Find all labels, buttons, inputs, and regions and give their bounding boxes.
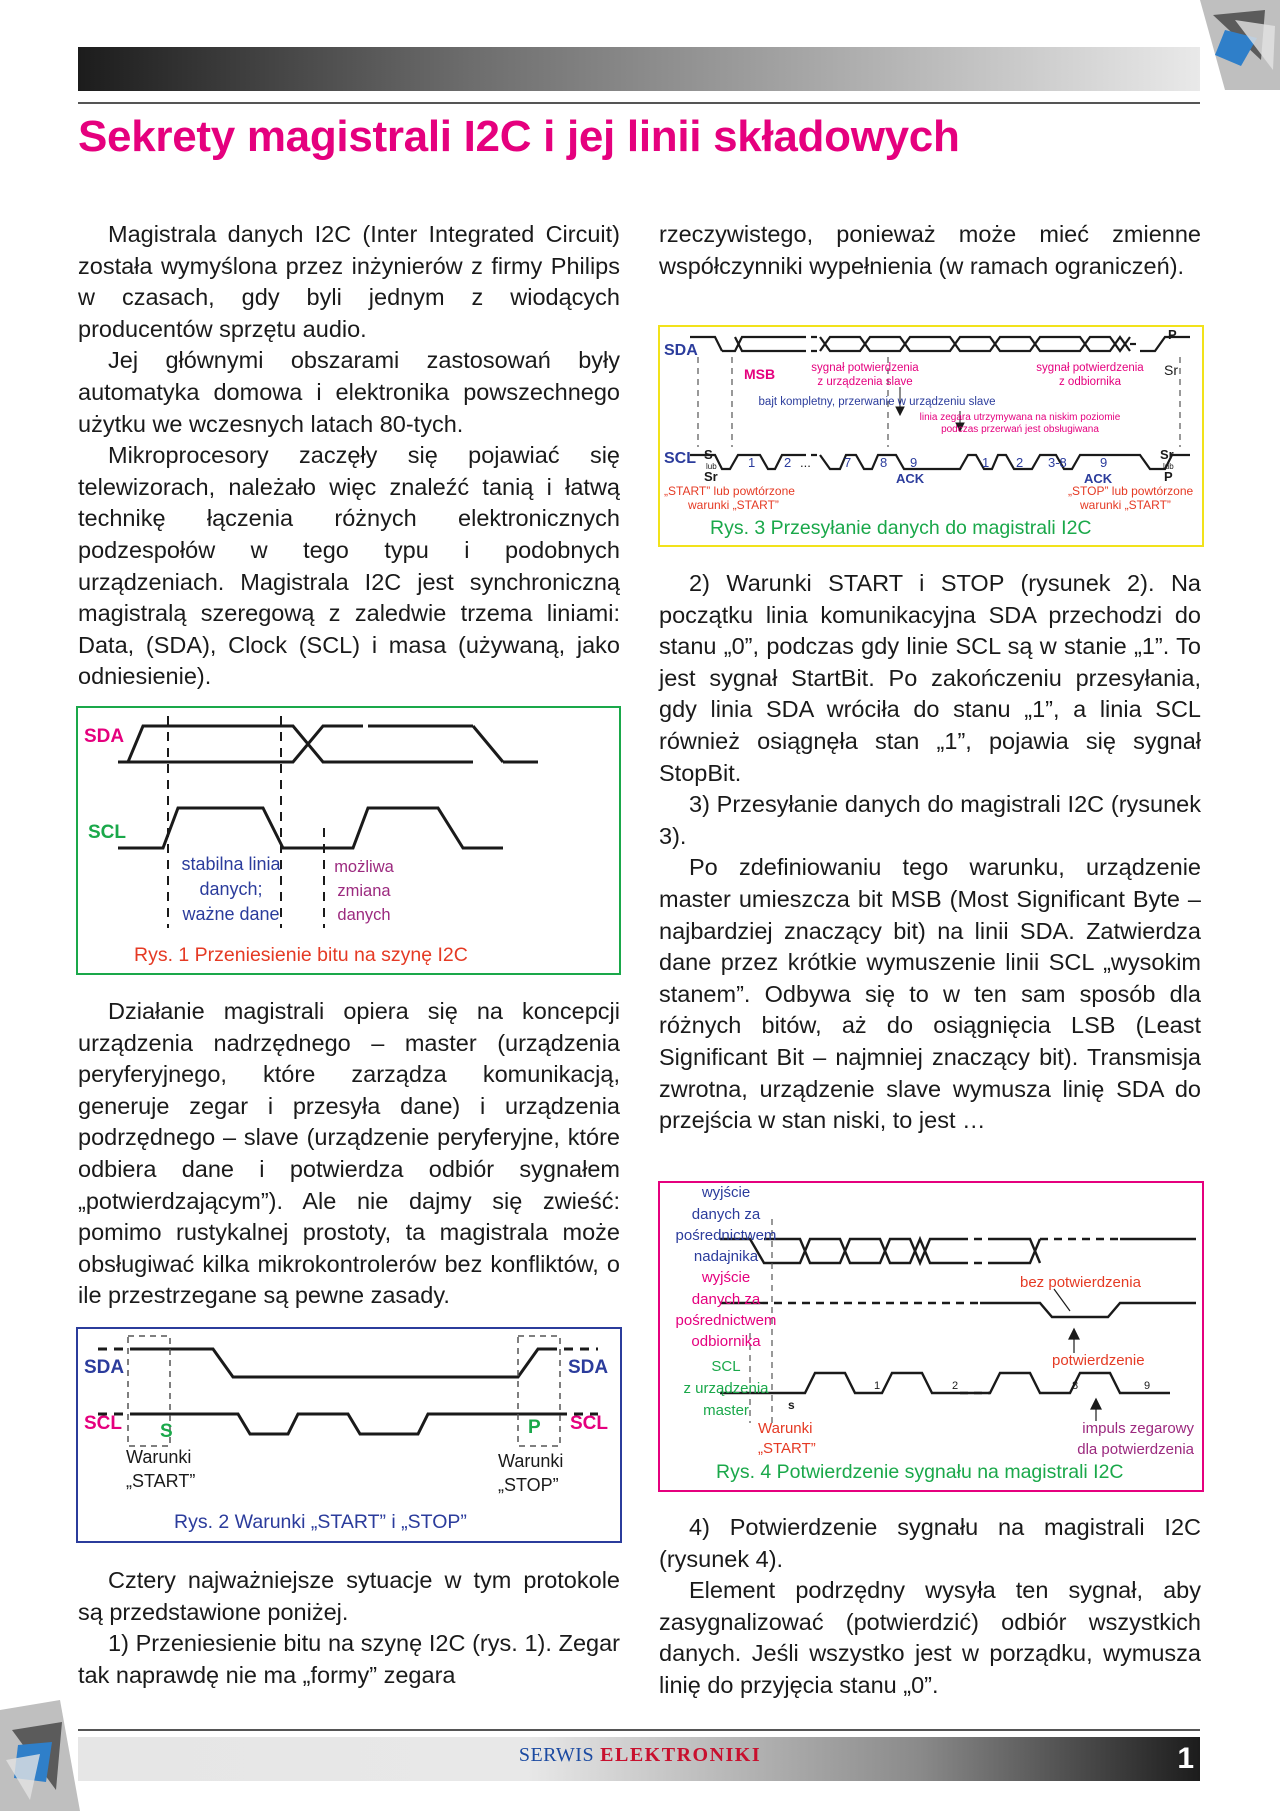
fig3-clock-held: linia zegara utrzymywana na niskim poziomie: [919, 412, 1121, 423]
fig3-lub-right: lub: [1163, 462, 1174, 471]
fig3-timing-diagram: [660, 327, 1201, 544]
fig3-bit-number: 1: [748, 455, 756, 470]
fig4-scl-label: SCL: [711, 1358, 741, 1375]
fig4-no-ack-label: bez potwierdzenia: [1020, 1274, 1141, 1291]
fig3-caption: Rys. 3 Przesyłanie danych do magistrali I2C: [710, 517, 1092, 539]
fig3-stop-note: warunki „START”: [1080, 498, 1171, 512]
fig4-bit-number: 2: [952, 1380, 959, 1392]
fig3-ack-recv: sygnał potwierdzenia: [1036, 362, 1144, 374]
right-column-text-1: [659, 219, 1201, 282]
footer-rule: [78, 1729, 1200, 1731]
left-column-text-3: [78, 1565, 620, 1691]
fig3-msb-label: MSB: [744, 366, 776, 382]
fig4-scl-label: z urządzenia: [683, 1380, 769, 1397]
fig4-timing-diagram: [660, 1183, 1201, 1489]
fig1-sda-label: SDA: [84, 726, 125, 747]
fig3-start-note: „START” lub powtórzone: [664, 484, 795, 498]
fig2-s-label: S: [160, 1421, 173, 1442]
fig3-ack-recv: z odbiornika: [1058, 376, 1122, 388]
paragraph: 2) Warunki START i STOP (rysunek 2). Na początku linia komunikacyjna SDA przechodzi do stanu „0”, podczas gdy linie SCL są w stanie „1”. To jest sygnał StartBit. Po zakończeniu przesyłania, gdy linia SDA wróciła do stanu „1”, a linia SCL również osiągnęła stan „1”, pojawia się sygnał StopBit.: [659, 570, 1201, 786]
fig4-scl-label: master: [703, 1402, 749, 1419]
fig4-bit-number: 9: [1144, 1380, 1151, 1392]
left-column-text-2: [78, 996, 620, 1312]
right-column-text-3: [659, 1512, 1201, 1702]
fig1-scl-label: SCL: [88, 822, 126, 843]
figure-2: [76, 1327, 622, 1543]
fig4-pulse-label: impuls zegarowy: [1082, 1420, 1194, 1437]
fig4-rx-label: pośrednictwem: [675, 1312, 777, 1329]
fig1-change-label: możliwa: [334, 858, 394, 876]
fig3-dots: ...: [800, 455, 811, 470]
fig3-sr-right: Sr: [1160, 447, 1174, 462]
right-column-text-2: [659, 568, 1201, 1137]
fig4-rx-label: odbiornika: [691, 1333, 761, 1350]
fig3-bit-number: 3-8: [1048, 455, 1067, 470]
fig1-change-label: zmiana: [337, 882, 391, 900]
fig3-bit-number: 9: [1100, 455, 1108, 470]
brand-elektroniki: ELEKTRONIKI: [600, 1744, 762, 1766]
fig3-p-right: P: [1164, 469, 1173, 484]
paragraph: Jej głównymi obszarami zastosowań były automatyka domowa i elektronika powszechnego użytku we wczesnych latach 80-tych.: [78, 347, 620, 437]
fig4-tx-label: pośrednictwem: [675, 1227, 777, 1244]
fig4-caption: Rys. 4 Potwierdzenie sygnału na magistrali I2C: [716, 1461, 1124, 1483]
fig1-stable-label: danych;: [199, 879, 263, 899]
fig2-sda-right: SDA: [568, 1357, 609, 1378]
page-number: 1: [1177, 1742, 1194, 1775]
fig4-s-label: s: [788, 1398, 795, 1412]
left-column-text-1: [78, 219, 620, 693]
fig2-p-label: P: [528, 1417, 541, 1438]
fig4-tx-label: nadajnika: [693, 1248, 759, 1265]
fig3-stop-note: „STOP” lub powtórzone: [1068, 484, 1194, 498]
fig3-byte-done: bajt kompletny, przerwanie w urządzeniu slave: [758, 396, 996, 408]
fig3-bit-number: 7: [844, 455, 852, 470]
fig2-scl-left: SCL: [84, 1413, 122, 1434]
fig1-caption: Rys. 1 Przeniesienie bitu na szynę I2C: [134, 944, 468, 966]
fig4-start-label: „START”: [758, 1440, 816, 1457]
fig1-timing-diagram: [78, 708, 618, 972]
fig4-start-label: Warunki: [758, 1420, 813, 1437]
fig2-start-label: „START”: [126, 1471, 196, 1491]
figure-4: [658, 1181, 1204, 1492]
footer-brand: [0, 1744, 1280, 1767]
fig3-lub-left: lub: [706, 462, 717, 471]
fig3-scl-label: SCL: [664, 450, 696, 467]
paragraph: 1) Przeniesienie bitu na szynę I2C (rys. 1). Zegar tak naprawdę nie ma „formy” zegara: [78, 1630, 620, 1688]
fig4-tx-label: wyjście: [701, 1184, 751, 1201]
brand-serwis: SERWIS: [518, 1744, 595, 1766]
fig3-start-note: warunki „START”: [688, 498, 779, 512]
paragraph: 4) Potwierdzenie sygnału na magistrali I2C (rysunek 4).: [659, 1514, 1201, 1572]
fig2-stop-label: „STOP”: [498, 1475, 559, 1495]
figure-3: [658, 325, 1204, 547]
header-rule: [78, 102, 1200, 104]
fig1-change-label: danych: [337, 906, 391, 924]
fig2-scl-right: SCL: [570, 1413, 608, 1434]
fig3-s-left: S: [704, 447, 713, 462]
fig2-stop-label: Warunki: [498, 1451, 564, 1471]
fig2-caption: Rys. 2 Warunki „START” i „STOP”: [174, 1511, 467, 1533]
paragraph: Mikroprocesory zaczęły się pojawiać się telewizorach, należało więc znaleźć tanią i łatwą technikę łączenia różnych elektronicznych podzespołów w tego typu i podobnych urządzeniach. Magistrala I2C jest synchroniczną magistralą szeregową z zaledwie trzema liniami: Data, (SDA), Clock (SCL) i masa (używaną, jako odniesienie).: [78, 442, 620, 690]
fig3-bit-number: 8: [880, 455, 888, 470]
fig3-ack: ACK: [1084, 471, 1113, 486]
fig3-ack-slave: z urządzenia slave: [817, 376, 913, 388]
page-title: Sekrety magistrali I2C i jej linii składowych: [78, 112, 960, 161]
fig3-bit-number: 9: [910, 455, 918, 470]
paragraph: Cztery najważniejsze sytuacje w tym protokole są przedstawione poniżej.: [78, 1567, 620, 1625]
header-bar: [78, 47, 1200, 91]
fig3-bit-number: 2: [1016, 455, 1024, 470]
fig4-bit-number: 8: [1072, 1380, 1079, 1392]
fig3-sr-left: Sr: [704, 469, 718, 484]
fig3-bit-number: 1: [982, 455, 990, 470]
fig4-ack-label: potwierdzenie: [1052, 1352, 1145, 1369]
fig3-ack: ACK: [896, 471, 925, 486]
fig2-sda-left: SDA: [84, 1357, 125, 1378]
fig3-sr-top: Sr: [1164, 362, 1178, 378]
fig4-rx-label: wyjście: [701, 1269, 751, 1286]
fig2-start-label: Warunki: [126, 1447, 192, 1467]
paragraph: Magistrala danych I2C (Inter Integrated Circuit) została wymyślona przez inżynierów z firmy Philips w czasach, gdy byli jednym z wiodących producentów sprzętu audio.: [78, 221, 620, 342]
figure-1: [76, 706, 621, 975]
fig4-pulse-label: dla potwierdzenia: [1077, 1441, 1194, 1458]
fig4-bit-number: 1: [874, 1380, 881, 1392]
fig4-rx-label: danych za: [691, 1291, 761, 1308]
paragraph: Po zdefiniowaniu tego warunku, urządzenie master umieszcza bit MSB (Most Significant Byte – najbardziej znaczący bit) na linii SDA. Zatwierdza dane przez krótkie wymuszenie linii SCL „wysokim stanem”. Odbywa się to w ten sam sposób dla różnych bitów, aż do osiągnięcia LSB (Least Significant Bit – najmniej znaczący bit). Transmisja zwrotna, urządzenie slave wymusza linię SDA do przejścia w stan niski, to jest …: [659, 854, 1201, 1134]
paragraph: Element podrzędny wysyła ten sygnał, aby zasygnalizować (potwierdzić) odbiór wszystkich danych. Jeśli wszystko jest w porządku, wymusza linię do przyjęcia stanu „0”.: [659, 1577, 1201, 1698]
fig3-ack-slave: sygnał potwierdzenia: [811, 362, 919, 374]
fig3-p-top: P: [1168, 327, 1177, 342]
fig1-stable-label: stabilna linia: [181, 854, 281, 874]
fig4-tx-label: danych za: [691, 1206, 761, 1223]
fig1-stable-label: ważne dane: [182, 904, 280, 924]
corner-logo-top-icon: [1195, 0, 1280, 90]
paragraph: Działanie magistrali opiera się na koncepcji urządzenia nadrzędnego – master (urządzenia peryferyjnego, które zarządza komunikacją, generuje zegar i przesyła dane) i urządzenia podrzędnego – slave (urządzenie peryferyjne, które odbiera dane i potwierdza odbiór sygnałem „potwierdzającym”). Ale nie dajmy się zwieść: pomimo rustykalnej prostoty, ta magistrala może obsługiwać kilka mikrokontrolerów bez konfliktów, o ile przestrzegane są pewne zasady.: [78, 998, 620, 1309]
fig3-sda-label: SDA: [664, 342, 698, 359]
fig3-clock-held: podczas przerwań jest obsługiwana: [941, 424, 1099, 435]
fig2-timing-diagram: [78, 1329, 619, 1540]
paragraph: rzeczywistego, ponieważ może mieć zmienne współczynniki wypełnienia (w ramach ograniczeń).: [659, 221, 1201, 279]
paragraph: 3) Przesyłanie danych do magistrali I2C (rysunek 3).: [659, 791, 1201, 849]
fig3-bit-number: 2: [784, 455, 792, 470]
